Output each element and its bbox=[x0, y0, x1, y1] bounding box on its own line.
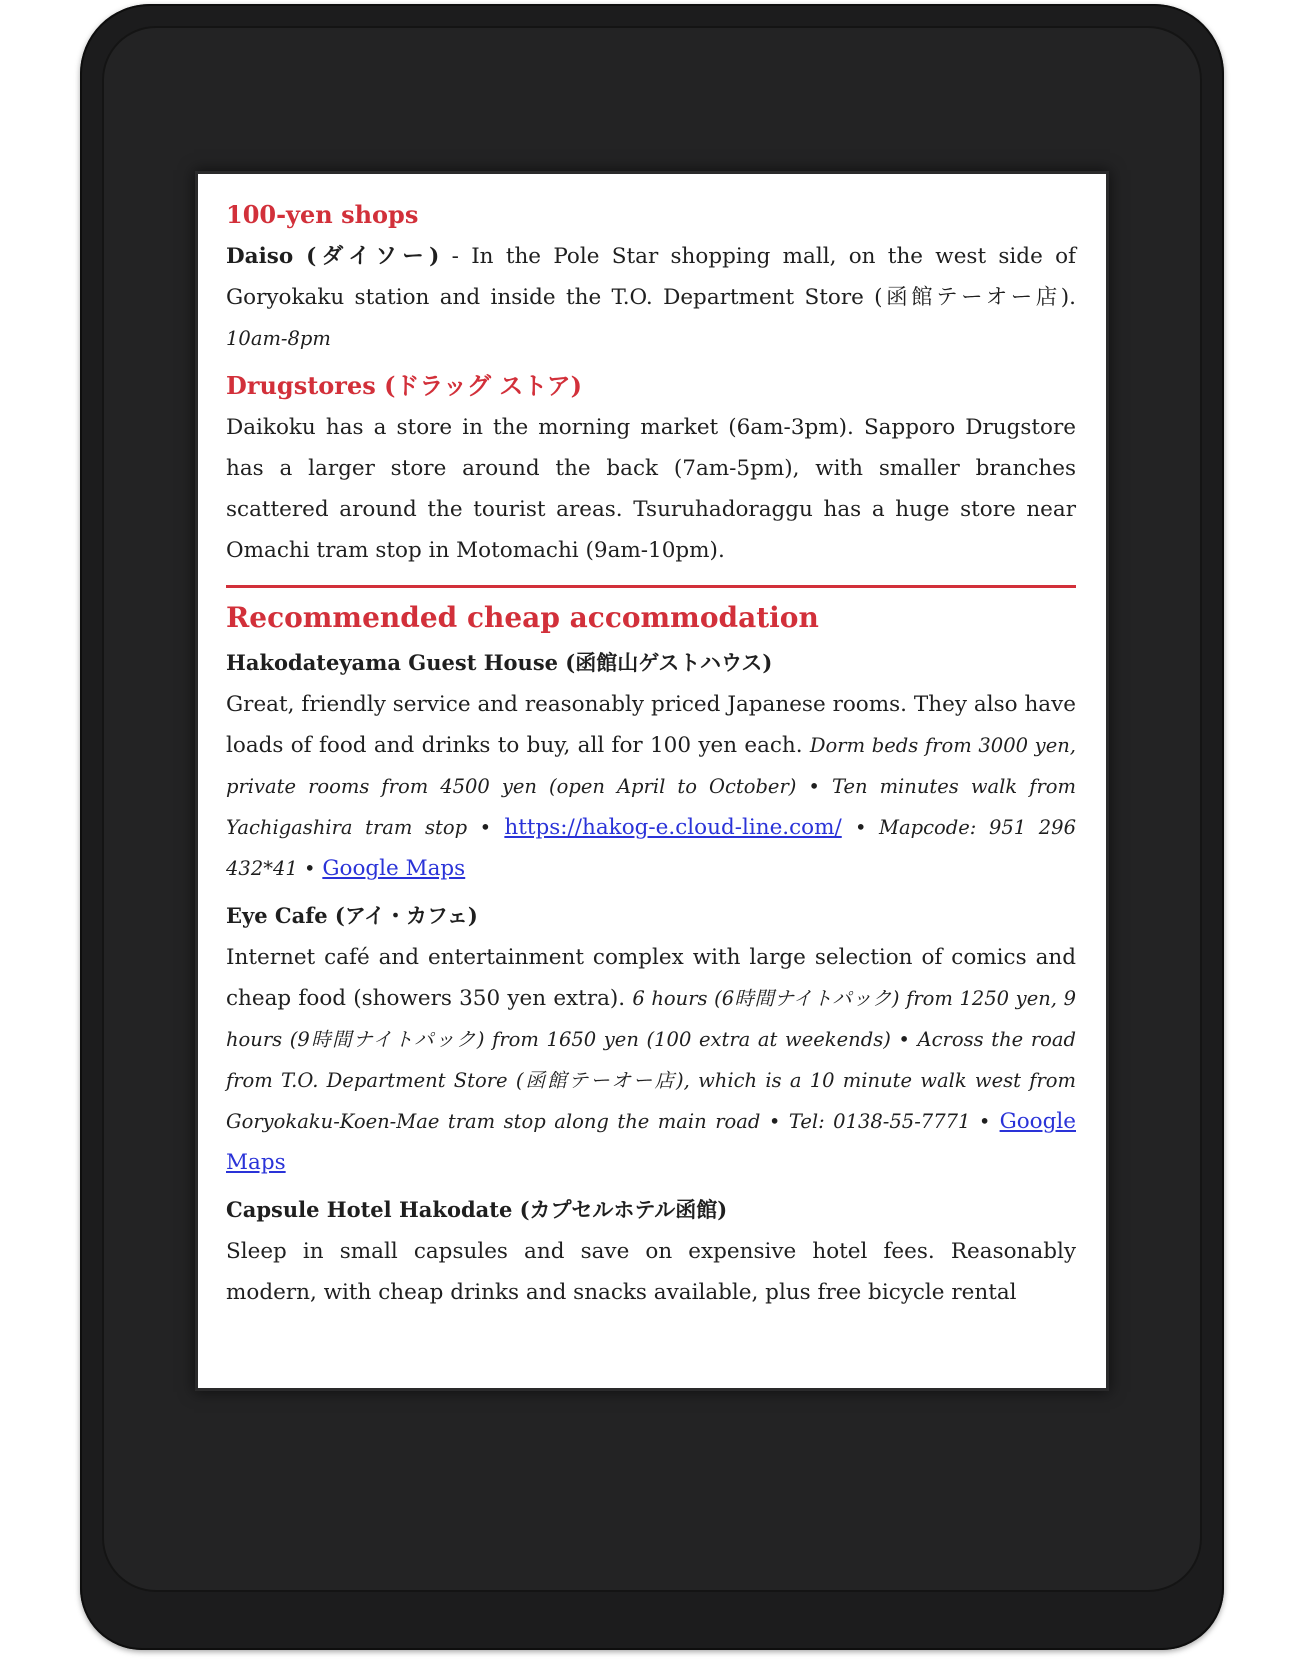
entry-mapcode: • Mapcode: 951 296 432*41 • bbox=[226, 816, 1076, 880]
entry-body bbox=[226, 684, 1076, 889]
entry-body: Sleep in small capsules and save on expensive hotel fees. Reasonably modern, with cheap drinks and snacks available, plus free bicycle rental bbox=[226, 1239, 1076, 1305]
entry-text: Internet café and entertainment complex with large selection of comics and cheap food (showers 350 yen extra). bbox=[226, 945, 1076, 1011]
daiso-text: - In the Pole Star shopping mall, on the west side of Goryokaku station and inside the T.O. Department Store (函館テーオー店). bbox=[226, 244, 1076, 310]
google-maps-link[interactable]: Google Maps bbox=[226, 1109, 1076, 1175]
entry-text: Great, friendly service and reasonably priced Japanese rooms. They also have loads of food and drinks to buy, all for 100 yen each. bbox=[226, 692, 1076, 758]
entry-details: Dorm beds from 3000 yen, private rooms from 4500 yen (open April to October) • Ten minutes walk from Yachigashira tram stop • bbox=[226, 734, 1076, 839]
list-item bbox=[226, 901, 1076, 1183]
section-divider bbox=[226, 585, 1076, 588]
page-content bbox=[226, 200, 1076, 1313]
entry-body bbox=[226, 937, 1076, 1183]
heading-100-yen-shops: 100-yen shops bbox=[226, 200, 419, 229]
daiso-paragraph bbox=[226, 236, 1076, 359]
entry-title-eye-cafe: Eye Cafe (アイ・カフェ) bbox=[226, 903, 478, 928]
daiso-hours: 10am-8pm bbox=[226, 327, 331, 350]
website-link[interactable]: https://hakog-e.cloud-line.com/ bbox=[504, 815, 842, 840]
list-item bbox=[226, 648, 1076, 889]
entry-title-hakodateyama: Hakodateyama Guest House (函館山ゲストハウス) bbox=[226, 650, 773, 675]
heading-drugstores: Drugstores (ドラッグ ストア) bbox=[226, 371, 582, 400]
daiso-name: Daiso (ダイソー) bbox=[226, 244, 440, 269]
drugstores-paragraph: Daikoku has a store in the morning market (6am-3pm). Sapporo Drugstore has a larger store around the back (7am-5pm), with smaller branches scattered around the tourist areas. Tsuruhadoraggu has a huge store near Omachi tram stop in Motomachi (9am-10pm). bbox=[226, 415, 1076, 563]
ereader-screen[interactable] bbox=[198, 174, 1106, 1388]
entry-details: 6 hours (6時間ナイトパック) from 1250 yen, 9 hours (9時間ナイトパック) from 1650 yen (100 extra at weekends) • Across the road from T.O. Department Store (函館テーオー店), which is a 10 minute walk west from Goryokaku-Koen-Mae tram stop along the main road • Tel: 0138-55-7771 • bbox=[226, 987, 1076, 1133]
heading-accommodation: Recommended cheap accommodation bbox=[226, 601, 819, 634]
list-item bbox=[226, 1195, 1076, 1313]
entry-title-capsule-hotel: Capsule Hotel Hakodate (カプセルホテル函館) bbox=[226, 1197, 728, 1222]
google-maps-link[interactable]: Google Maps bbox=[322, 856, 466, 881]
